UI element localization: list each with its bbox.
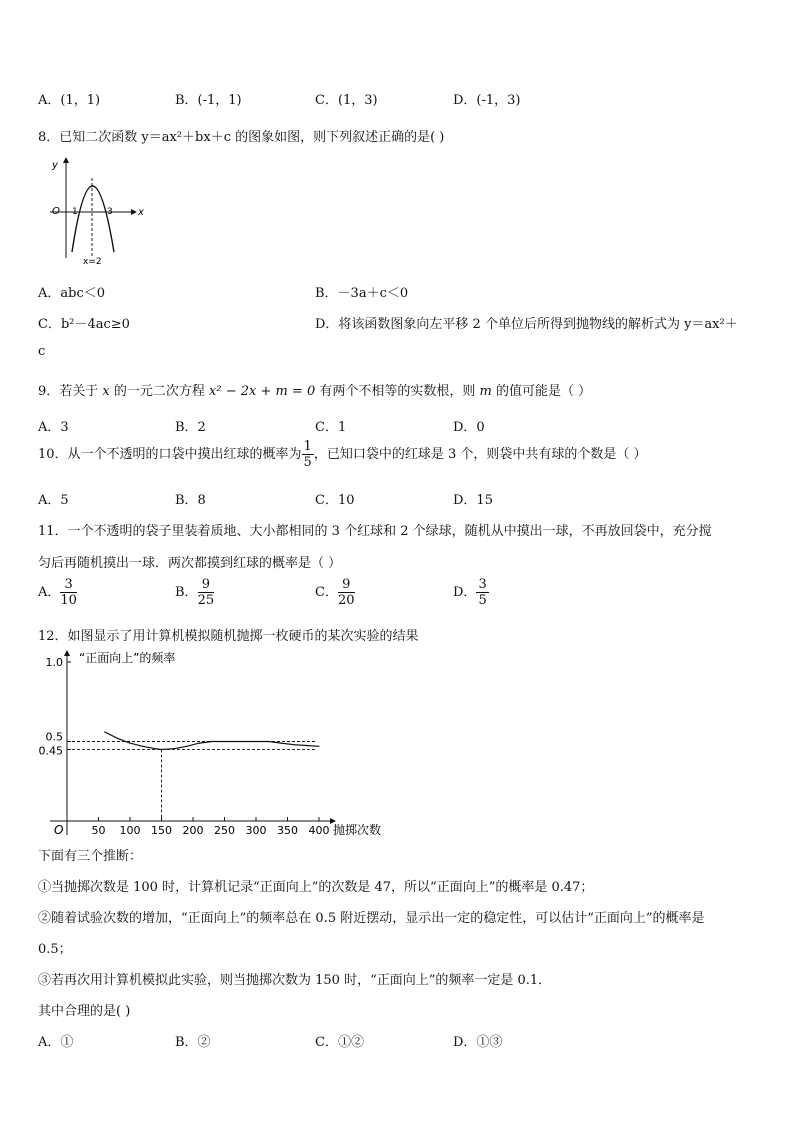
chart-data-point (293, 744, 294, 745)
q11-option-b (175, 578, 214, 607)
chart-y-tick-label: 1.0 (45, 656, 63, 669)
q11-option-d-fraction (476, 578, 488, 607)
q11-option-d (453, 578, 489, 607)
chart-x-tick-label: 200 (182, 824, 204, 837)
q9-stem (38, 380, 591, 399)
q7-option-a: A．(1，1) (38, 93, 101, 108)
q12-option-c: C．①② (315, 1035, 364, 1050)
q11-option-a-numerator: 3 (60, 578, 77, 593)
parabola-curve (72, 186, 114, 252)
q9-option-c: C．1 (315, 420, 347, 435)
q12-intro: 下面有三个推断： (38, 849, 143, 864)
q10-fraction-denominator: 5 (303, 455, 312, 470)
chart-y-axis-label: “正面向上”的频率 (79, 651, 176, 665)
q10-option-a: A．5 (38, 493, 69, 508)
q11-option-a-label: A． (38, 585, 61, 600)
q11-option-b-fraction (198, 578, 215, 607)
q10-option-c: C．10 (315, 493, 355, 508)
chart-data-point (117, 738, 118, 739)
chart-data-point (155, 748, 156, 749)
q9-stem-mid: 的一元二次方程 (109, 384, 210, 399)
chart-data-point (237, 741, 238, 742)
q9-option-b: B．2 (175, 420, 206, 435)
q11-option-a-denominator: 10 (60, 593, 77, 608)
q10-option-d: D．15 (453, 493, 493, 508)
q7-option-c: C．(1，3) (315, 93, 378, 108)
chart-data-point (129, 743, 130, 744)
q12-inference-2-continued: 0.5； (38, 942, 72, 957)
chart-data-point (104, 731, 105, 732)
graph-tick-3: 3 (107, 207, 113, 217)
chart-x-tick-label: 50 (91, 824, 106, 837)
q11-stem-line2: 匀后再随机摸出一球．两次都摸到红球的概率是（ ） (38, 556, 342, 571)
chart-series-line (105, 732, 319, 750)
q12-stem: 12．如图显示了用计算机模拟随机抛掷一枚硬币的某次实验的结果 (38, 629, 419, 644)
chart-data-point (142, 746, 143, 747)
q12-option-b: B．② (175, 1035, 211, 1050)
q10-option-b: B．8 (175, 493, 206, 508)
chart-origin-label: O (54, 823, 64, 837)
chart-x-axis-label: 抛掷次数 (333, 823, 382, 837)
q11-option-c-denominator: 20 (337, 593, 355, 608)
q11-option-c-fraction (338, 578, 355, 607)
chart-data-point (199, 743, 200, 744)
q10-stem (38, 440, 647, 469)
graph-axis-label: x=2 (83, 257, 102, 266)
chart-x-tick-label: 300 (245, 824, 267, 837)
q9-option-a: A．3 (38, 420, 69, 435)
q8-parabola-graph (44, 154, 144, 266)
q11-option-d-label: D． (453, 585, 477, 600)
chart-x-tick-label: 250 (214, 824, 235, 837)
chart-data-point (186, 746, 187, 747)
q9-stem-post: 有两个不相等的实数根，则 (315, 384, 480, 399)
q11-option-d-numerator: 3 (478, 577, 487, 592)
q11-option-d-denominator: 5 (478, 593, 487, 608)
q11-option-a-fraction (60, 578, 77, 607)
q9-stem-end: 的值可能是（ ） (491, 384, 592, 399)
q11-option-b-numerator: 9 (198, 578, 215, 593)
q10-fraction (302, 440, 314, 469)
graph-x-label: x (138, 207, 144, 218)
chart-x-tick-label: 100 (119, 824, 141, 837)
chart-x-tick-label: 350 (277, 824, 298, 837)
chart-data-point (161, 749, 162, 750)
chart-y-tick-label: 0.45 (38, 744, 63, 758)
graph-y-label: y (52, 160, 58, 171)
q12-inference-1: ①当抛掷次数是 100 时，计算机记录“正面向上”的次数是 47，所以“正面向上”的概率是 0.47； (38, 880, 594, 895)
q11-option-c-numerator: 9 (338, 578, 355, 593)
q11-stem-line1: 11．一个不透明的袋子里装着质地、大小都相同的 3 个红球和 2 个绿球，随机从中摸出一球，不再放回袋中，充分搅 (38, 524, 712, 539)
q7-option-d: D．(-1，3) (453, 93, 521, 108)
q9-var-x: x (102, 384, 110, 399)
graph-tick-1: 1 (72, 207, 78, 217)
q8-option-a: A．abc＜0 (38, 286, 106, 301)
q12-option-a: A．① (38, 1035, 74, 1050)
q8-option-d-continued: c (38, 344, 46, 359)
q7-option-b: B．(-1，1) (175, 93, 242, 108)
chart-data-point (174, 748, 175, 749)
q12-option-d: D．①③ (453, 1035, 503, 1050)
q8-stem: 8．已知二次函数 y＝ax²＋bx＋c 的图象如图，则下列叙述正确的是( ) (38, 130, 445, 145)
chart-data-point (281, 743, 282, 744)
q12-inference-3: ③若再次用计算机模拟此实验，则当抛掷次数为 150 时，“正面向上”的频率一定是 0.1． (38, 973, 552, 988)
chart-data-point (255, 741, 256, 742)
chart-data-point (318, 746, 319, 747)
q11-option-a (38, 578, 77, 607)
q10-stem-pre: 10．从一个不透明的口袋中摸出红球的概率为 (38, 447, 302, 462)
chart-data-point (306, 745, 307, 746)
chart-data-point (218, 741, 219, 742)
chart-x-tick-label: 400 (308, 824, 330, 837)
q10-fraction-numerator: 1 (303, 439, 312, 454)
q11-option-c-label: C． (315, 585, 338, 600)
q8-option-d: D．将该函数图象向左平移 2 个单位后所得到抛物线的解析式为 y＝ax²＋ (315, 317, 738, 332)
chart-x-tick-label: 150 (151, 824, 172, 837)
q9-option-d: D．0 (453, 420, 485, 435)
q12-frequency-chart (30, 645, 400, 840)
q11-option-b-label: B． (175, 585, 198, 600)
q8-option-b: B．－3a＋c＜0 (315, 286, 409, 301)
q11-option-c (315, 578, 355, 607)
q10-stem-post: ，已知口袋中的红球是 3 个，则袋中共有球的个数是（ ） (313, 447, 647, 462)
q12-question: 其中合理的是( ) (38, 1004, 131, 1019)
chart-data-point (268, 741, 269, 742)
chart-data-point (211, 741, 212, 742)
chart-y-tick-label: 0.5 (45, 730, 63, 744)
q9-stem-pre: 9．若关于 (38, 384, 103, 399)
q9-equation: x² − 2x + m = 0 (209, 384, 316, 399)
q9-var-m: m (479, 384, 492, 399)
graph-origin-label: O (52, 206, 60, 217)
q11-option-b-denominator: 25 (197, 593, 215, 608)
q8-option-c: C．b²－4ac≥0 (38, 317, 130, 332)
q12-inference-2: ②随着试验次数的增加，“正面向上”的频率总在 0.5 附近摆动，显示出一定的稳定性，可以估计“正面向上”的概率是 (38, 911, 705, 926)
